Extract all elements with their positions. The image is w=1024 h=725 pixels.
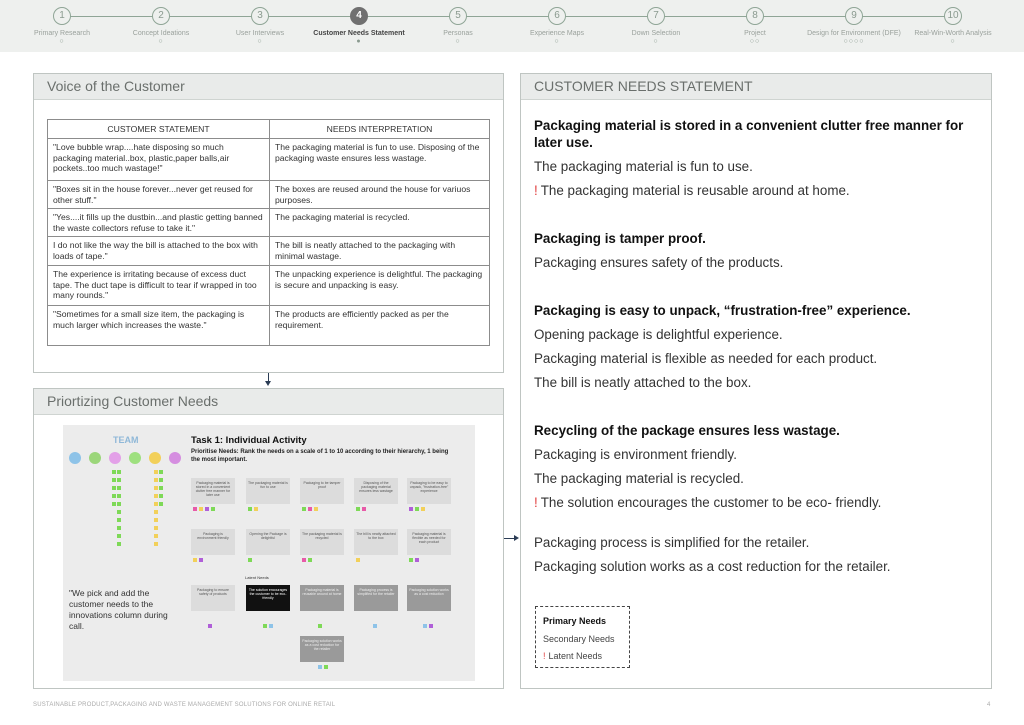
needs-list [534,117,974,575]
step-label: Personas [443,30,473,37]
step-6[interactable] [507,7,607,46]
primary-need: Packaging is easy to unpack, “frustration-free” experience. [534,303,911,318]
latent-need-text: The solution encourages the customer to be eco- friendly. [540,495,882,510]
needs-interpretation: The boxes are reused around the house for variuos purposes. [270,181,490,209]
arrow-down-icon [265,381,271,386]
customer-statement: "Yes....it fills up the dustbin...and plastic getting banned the waste collectors refuse to take it." [48,209,270,237]
secondary-need: Packaging process is simplified for the retailer. [534,535,810,550]
need-card: Packaging to be tamper proof [300,478,344,504]
panel-title: Voice of the Customer [34,74,503,100]
step-dots: ○○○○ [843,38,865,45]
avatar [69,452,81,464]
needs-interpretation: The packaging material is fun to use. Disposing of the packaging waste ensures less wastage. [270,139,490,181]
table-row [48,306,490,346]
legend-latent [543,648,622,666]
prioritizing-needs-panel [33,388,504,689]
need-card: Packaging to be easy to unpack, "frustration-free" experience [407,478,451,504]
latent-needs-label: Latent Needs [245,575,269,580]
primary-need: Packaging material is stored in a convenient clutter free manner for later use. [534,118,964,150]
need-card: The solution encourages the customer to be eco-friendly [246,585,290,611]
needs-group [534,422,974,511]
need-card: Packaging solution works as a cost reduction [407,585,451,611]
step-number: 4 [350,7,368,25]
step-number: 9 [845,7,863,25]
need-card: Packaging process is simplified for the retailer [354,585,398,611]
step-label: Real-Win-Worth Analysis [914,30,992,37]
needs-group [534,117,974,199]
panel-title: CUSTOMER NEEDS STATEMENT [521,74,991,100]
needs-group [534,534,974,575]
step-number: 2 [152,7,170,25]
step-number: 6 [548,7,566,25]
step-10[interactable] [903,7,1003,46]
need-card: Opening the Package is delightful [246,529,290,555]
latent-marker-icon: ! [534,495,538,510]
step-dots: ○ [455,38,461,45]
voice-of-customer-panel [33,73,504,373]
secondary-need: Packaging is environment friendly. [534,447,737,462]
step-number: 10 [944,7,962,25]
step-label: Concept Ideations [132,30,190,37]
primary-need: Recycling of the package ensures less wastage. [534,423,840,438]
customer-statement: The experience is irritating because of excess duct tape. The duct tape is difficult to tear if wrapped in too many rounds." [48,266,270,306]
step-2[interactable] [111,7,211,46]
step-number: 1 [53,7,71,25]
needs-interpretation: The products are efficiently packed as per the requirement. [270,306,490,346]
secondary-need: Packaging ensures safety of the products. [534,255,784,270]
task-title: Task 1: Individual Activity [191,435,307,446]
step-label: User Interviews [235,30,285,37]
avatar [149,452,161,464]
legend-secondary: Secondary Needs [543,633,615,644]
legend-primary: Primary Needs [543,616,607,626]
table-row [48,139,490,181]
table-row [48,237,490,266]
step-label: Project [744,30,766,37]
secondary-need: The packaging material is fun to use. [534,159,753,174]
voc-table [47,119,490,346]
table-row [48,181,490,209]
step-dots: ○○ [749,38,761,45]
step-label: Primary Research [33,30,90,37]
step-number: 8 [746,7,764,25]
need-card: The packaging material is fun to use [246,478,290,504]
need-card: Packaging material is stored in a convenient clutter free manner for later use [191,478,235,504]
task-instructions: Prioritise Needs: Rank the needs on a scale of 1 to 10 according to their hierarchy, 1 being the most important. [191,449,449,463]
need-card: Packaging solution works as a cost reduction for the retailer [300,636,344,662]
avatar [129,452,141,464]
arrow-right-icon [514,535,519,541]
step-4[interactable] [309,7,409,46]
customer-statement: "Love bubble wrap....hate disposing so much packaging material..box, plastic,paper balls,air pockets..too much wastage!" [48,139,270,181]
needs-interpretation: The unpacking experience is delightful. The packaging is secure and unpacking is easy. [270,266,490,306]
latent-marker-icon: ! [543,651,546,661]
need-card: Packaging material is reusable around at home [300,585,344,611]
table-row [48,266,490,306]
page-number: 4 [987,702,991,708]
panel-title: Priortizing Customer Needs [34,389,503,415]
step-dots: ○ [554,38,560,45]
step-label: Down Selection [631,30,681,37]
secondary-need: The bill is neatly attached to the box. [534,375,752,390]
step-label: Experience Maps [529,30,585,37]
secondary-need: The packaging material is recycled. [534,471,744,486]
needs-group [534,230,974,271]
needs-interpretation: The packaging material is recycled. [270,209,490,237]
secondary-need: Opening package is delightful experience. [534,327,783,342]
board-quote: "We pick and add the customer needs to the innovations column during call. [69,588,168,631]
step-dots: ○ [653,38,659,45]
team-label: TEAM [113,435,139,445]
latent-need-text: The packaging material is reusable around at home. [540,183,850,198]
step-dots: ● [356,38,362,45]
need-card: The packaging material is recycled [300,529,344,555]
step-dots: ○ [59,38,65,45]
step-3[interactable] [210,7,310,46]
secondary-need: Packaging solution works as a cost reduction for the retailer. [534,559,891,574]
step-1[interactable] [12,7,112,46]
latent-need [534,494,974,511]
table-row [48,209,490,237]
needs-legend [535,606,630,668]
step-dots: ○ [257,38,263,45]
step-label: Design for Environment (DFE) [807,30,901,37]
legend-latent-text: Latent Needs [548,651,603,661]
step-5[interactable] [408,7,508,46]
customer-statement: "Sometimes for a small size item, the packaging is much larger which increases the waste." [48,306,270,346]
avatar [89,452,101,464]
column-header: NEEDS INTERPRETATION [270,120,490,139]
footer-title: SUSTAINABLE PRODUCT,PACKAGING AND WASTE MANAGEMENT SOLUTIONS FOR ONLINE RETAIL [33,702,336,708]
step-number: 5 [449,7,467,25]
latent-marker-icon: ! [534,183,538,198]
step-label: Customer Needs Statement [313,30,405,37]
activity-board-image [63,425,475,681]
customer-statement: I do not like the way the bill is attached to the box with loads of tape." [48,237,270,266]
primary-need: Packaging is tamper proof. [534,231,706,246]
step-dots: ○ [158,38,164,45]
step-7[interactable] [606,7,706,46]
needs-group [534,302,974,391]
need-card: The bill is neatly attached to the box [354,529,398,555]
latent-need [534,182,974,199]
needs-interpretation: The bill is neatly attached to the packaging with minimal wastage. [270,237,490,266]
customer-statement: "Boxes sit in the house forever...never get reused for other stuff." [48,181,270,209]
step-dots: ○ [950,38,956,45]
step-number: 7 [647,7,665,25]
column-header: CUSTOMER STATEMENT [48,120,270,139]
step-number: 3 [251,7,269,25]
progress-stepper [0,0,1024,52]
step-9[interactable] [804,7,904,46]
need-card: Disposing of the packaging material ensures less wastage [354,478,398,504]
step-8[interactable] [705,7,805,46]
need-card: Packaging material is flexible as needed for each product [407,529,451,555]
avatar [109,452,121,464]
need-card: Packaging to ensure safety of products [191,585,235,611]
need-card: Packaging is environment friendly [191,529,235,555]
customer-needs-statement-panel [520,73,992,689]
avatar [169,452,181,464]
secondary-need: Packaging material is flexible as needed for each product. [534,351,878,366]
